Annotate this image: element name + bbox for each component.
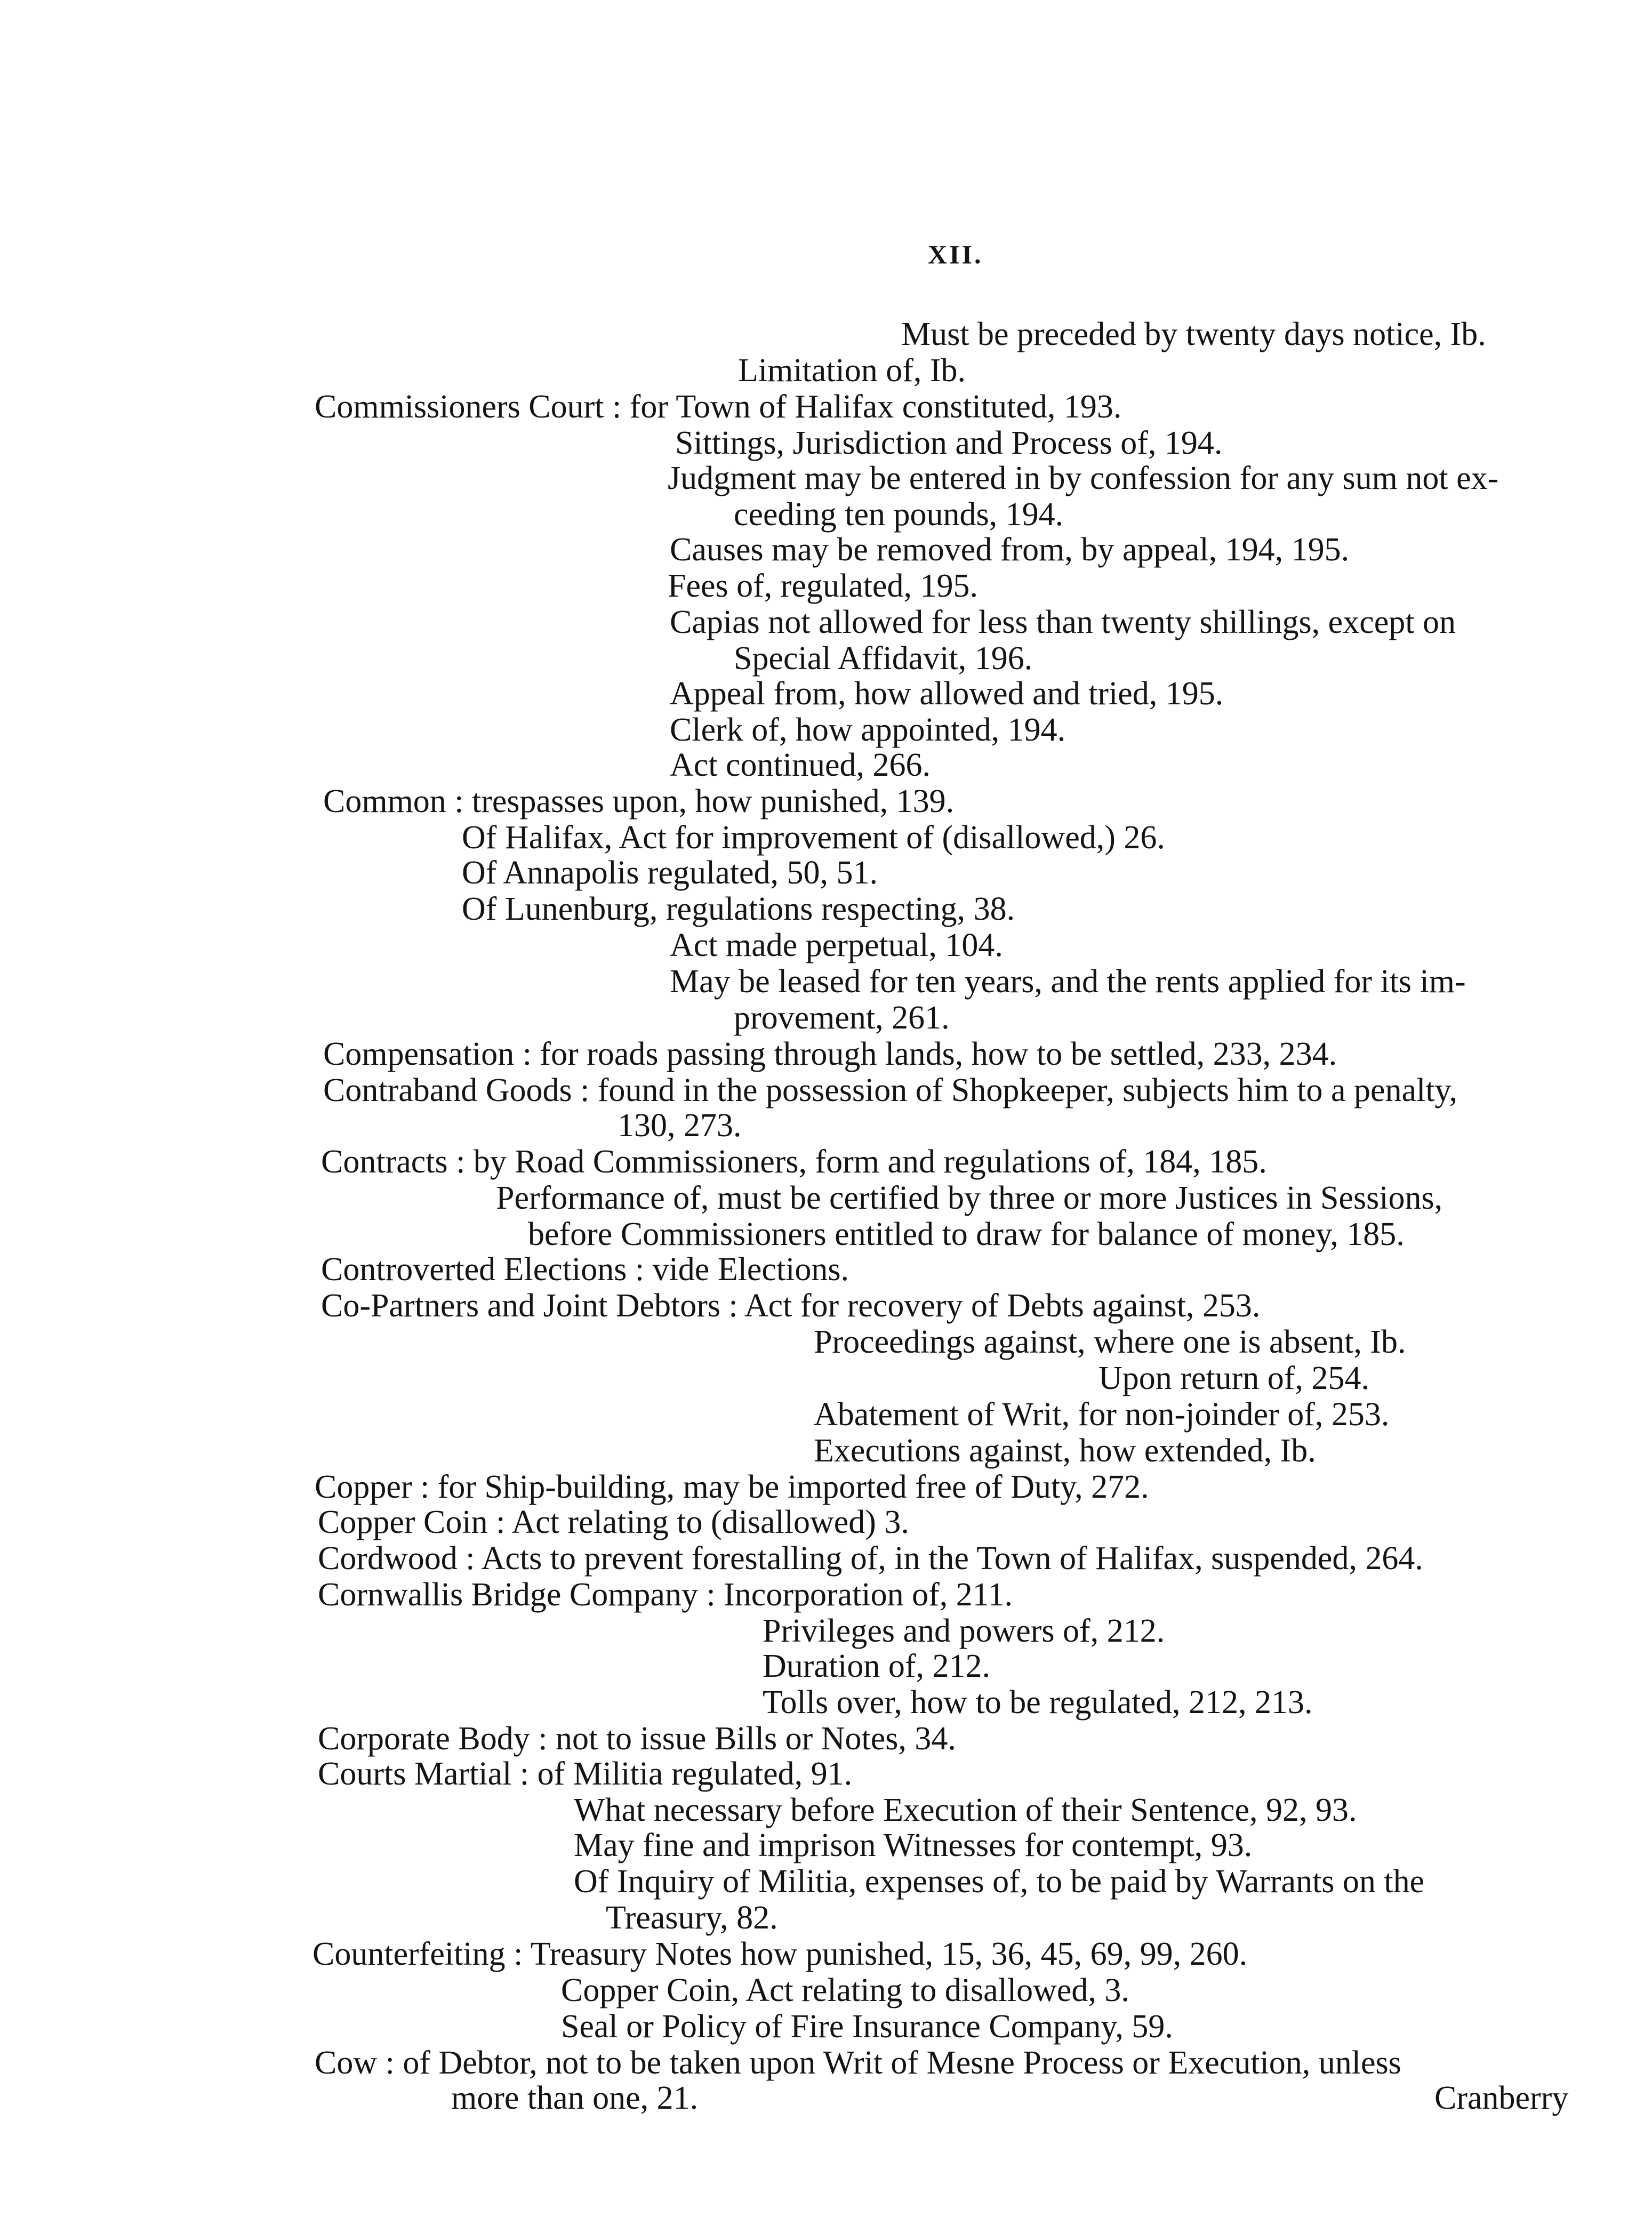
index-line: Privileges and powers of, 212. xyxy=(763,1613,1165,1649)
index-line: Cordwood : Acts to prevent forestalling of, in the Town of Halifax, suspended, 264. xyxy=(318,1540,1423,1577)
index-line: Act made perpetual, 104. xyxy=(670,927,1003,963)
index-line: Copper : for Ship-building, may be imported free of Duty, 272. xyxy=(315,1469,1149,1505)
index-line: Commissioners Court : for Town of Halifax constituted, 193. xyxy=(315,389,1122,425)
index-line: before Commissioners entitled to draw for balance of money, 185. xyxy=(528,1216,1405,1252)
index-line: Must be preceded by twenty days notice, Ib. xyxy=(901,316,1486,352)
index-line: Fees of, regulated, 195. xyxy=(668,568,978,604)
index-line: Courts Martial : of Militia regulated, 91. xyxy=(318,1756,853,1792)
index-line: Of Lunenburg, regulations respecting, 38. xyxy=(462,891,1015,927)
index-line: ceeding ten pounds, 194. xyxy=(734,496,1064,533)
index-line: Common : trespasses upon, how punished, 139. xyxy=(323,783,955,819)
index-line: Controverted Elections : vide Elections. xyxy=(321,1251,849,1288)
index-line: Sittings, Jurisdiction and Process of, 194. xyxy=(675,425,1223,461)
index-line: Contraband Goods : found in the possession of Shopkeeper, subjects him to a penalty, xyxy=(323,1072,1458,1108)
index-line: May be leased for ten years, and the rents applied for its im- xyxy=(670,963,1466,1000)
index-line: May fine and imprison Witnesses for contempt, 93. xyxy=(574,1827,1253,1863)
index-line: 130, 273. xyxy=(618,1107,742,1144)
index-line: provement, 261. xyxy=(734,1000,950,1036)
index-line: Appeal from, how allowed and tried, 195. xyxy=(670,676,1224,712)
index-line: Cornwallis Bridge Company : Incorporation of, 211. xyxy=(318,1577,1013,1613)
index-line: Counterfeiting : Treasury Notes how punished, 15, 36, 45, 69, 99, 260. xyxy=(312,1936,1248,1972)
index-line: Judgment may be entered in by confession for any sum not ex- xyxy=(668,460,1499,496)
index-line: Proceedings against, where one is absent, Ib. xyxy=(814,1324,1406,1360)
index-line: Capias not allowed for less than twenty shillings, except on xyxy=(670,604,1456,640)
index-line: Of Inquiry of Militia, expenses of, to be paid by Warrants on the xyxy=(574,1863,1425,1900)
index-line: Abatement of Writ, for non-joinder of, 253. xyxy=(814,1396,1390,1433)
index-line: Limitation of, Ib. xyxy=(738,352,966,389)
index-line: Copper Coin : Act relating to (disallowed) 3. xyxy=(318,1504,909,1540)
page-number: XII. xyxy=(928,239,983,269)
index-line: Causes may be removed from, by appeal, 194, 195. xyxy=(670,532,1350,568)
index-line: Performance of, must be certified by three or more Justices in Sessions, xyxy=(496,1180,1443,1216)
catchword: Cranberry xyxy=(1434,2080,1569,2116)
index-line: Executions against, how extended, Ib. xyxy=(814,1433,1316,1469)
index-line: Cow : of Debtor, not to be taken upon Writ of Mesne Process or Execution, unless xyxy=(315,2045,1401,2081)
index-line: Copper Coin, Act relating to disallowed, 3. xyxy=(561,1972,1129,2008)
index-line: Treasury, 82. xyxy=(606,1900,778,1936)
index-line: Act continued, 266. xyxy=(670,747,931,783)
index-line: Seal or Policy of Fire Insurance Company, 59. xyxy=(561,2008,1173,2045)
index-line: Upon return of, 254. xyxy=(1098,1360,1369,1396)
index-line: Clerk of, how appointed, 194. xyxy=(670,712,1066,748)
index-line: Duration of, 212. xyxy=(763,1648,991,1684)
index-line: Co-Partners and Joint Debtors : Act for recovery of Debts against, 253. xyxy=(321,1288,1261,1324)
index-line: Tolls over, how to be regulated, 212, 213. xyxy=(763,1684,1313,1721)
index-line: Compensation : for roads passing through lands, how to be settled, 233, 234. xyxy=(323,1036,1337,1072)
index-line: Of Annapolis regulated, 50, 51. xyxy=(462,855,878,891)
index-line: Corporate Body : not to issue Bills or Notes, 34. xyxy=(318,1721,956,1757)
index-line: more than one, 21. xyxy=(451,2080,699,2116)
index-line: Of Halifax, Act for improvement of (disallowed,) 26. xyxy=(462,819,1165,856)
index-line: What necessary before Execution of their Sentence, 92, 93. xyxy=(574,1792,1357,1828)
index-line: Special Affidavit, 196. xyxy=(734,640,1033,677)
index-line: Contracts : by Road Commissioners, form and regulations of, 184, 185. xyxy=(321,1144,1267,1180)
